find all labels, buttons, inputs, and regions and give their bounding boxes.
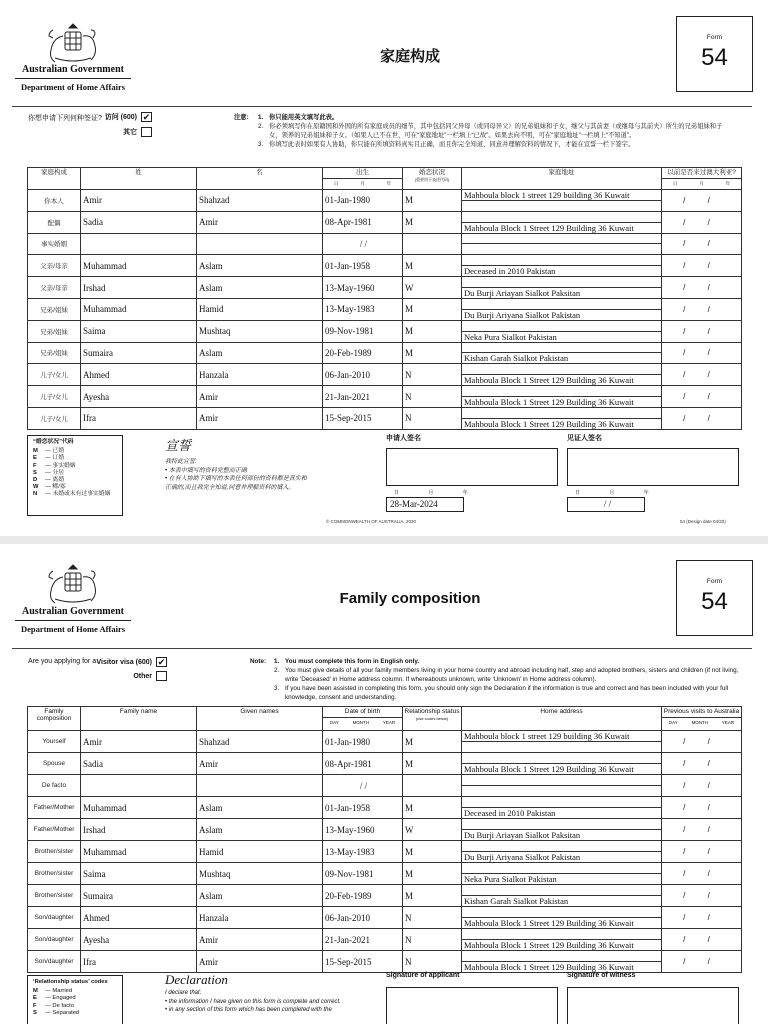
visitor-visa-checkbox[interactable]: ✔ — [142, 112, 151, 123]
address-cell[interactable] — [462, 819, 662, 841]
family-name-cell[interactable]: Ifra — [81, 407, 197, 429]
col-header-relation: Family composition — [28, 707, 81, 731]
visitor-visa-checkbox[interactable]: ✔ — [157, 657, 166, 667]
witness-date-field[interactable]: / / — [567, 497, 645, 512]
status-cell[interactable]: N — [403, 907, 462, 929]
form-number: 54 — [701, 588, 728, 615]
col-header-family-name: Family name — [81, 707, 197, 731]
visitor-visa-option[interactable] — [75, 657, 167, 667]
given-names-cell[interactable] — [197, 775, 323, 797]
address-text: Mahboula block 1 street 129 building 36 Kuwait — [462, 731, 661, 742]
status-code-item: F — 事实婚姻 — [33, 462, 76, 469]
declaration-text: 我特此宣誓: • 本表中填写的资料完整而正确 • 在有人协助下填写的本表任何部份的资料都是真实和 正确的,而且我完全知道,同意并理解资料的填入。 — [165, 459, 307, 491]
status-cell[interactable]: M — [403, 342, 462, 364]
address-cell[interactable] — [462, 277, 662, 299]
previous-visits-cell[interactable]: / / — [662, 885, 742, 907]
design-date-footer: 54 (Design date 04/20) — [680, 519, 726, 524]
previous-visits-cell[interactable]: / / — [662, 775, 742, 797]
dob-cell[interactable]: 01-Jan-1958 — [323, 255, 403, 277]
family-name-cell[interactable]: Muhammad — [81, 298, 197, 320]
applicant-signature-box[interactable] — [386, 987, 558, 1024]
previous-visits-cell[interactable]: / / — [662, 233, 742, 255]
address-text: Mahboula Block 1 Street 129 Building 36 Kuwait — [462, 418, 661, 429]
status-cell[interactable]: M — [403, 255, 462, 277]
form-title: 家庭构成 — [379, 48, 440, 65]
given-names-cell[interactable]: Aslam — [197, 342, 323, 364]
status-code-item: E — Engaged — [33, 995, 76, 1002]
col-header-family-name: 姓 — [81, 168, 197, 190]
status-cell[interactable]: M — [403, 841, 462, 863]
government-branding — [15, 64, 131, 92]
relationship-cell: 父亲/母亲 — [28, 277, 81, 299]
family-name-cell[interactable]: Amir — [81, 731, 197, 753]
given-names-cell[interactable]: Amir — [197, 386, 323, 408]
status-code-item: F — De facto — [33, 1002, 74, 1009]
address-text: Mahboula Block 1 Street 129 Building 36 Kuwait — [462, 961, 661, 972]
given-names-cell[interactable]: Hanzala — [197, 907, 323, 929]
relationship-cell: 兄弟/姐妹 — [28, 342, 81, 364]
table-row — [28, 951, 742, 973]
given-names-cell[interactable]: Shahzad — [197, 190, 323, 212]
previous-visits-cell[interactable]: / / — [662, 211, 742, 233]
address-cell[interactable] — [462, 190, 662, 212]
previous-visits-cell[interactable]: / / — [662, 277, 742, 299]
form-number-box — [676, 560, 753, 636]
dob-cell[interactable]: 13-May-1960 — [323, 277, 403, 299]
applicant-signature-label: Signature of applicant — [386, 972, 460, 979]
government-name: Australian Government — [15, 606, 131, 621]
address-cell[interactable] — [462, 342, 662, 364]
table-row — [28, 775, 742, 797]
given-names-cell[interactable]: Hamid — [197, 841, 323, 863]
address-cell[interactable] — [462, 407, 662, 429]
other-visa-label: 其它 — [123, 129, 137, 136]
address-cell[interactable] — [462, 255, 662, 277]
address-cell[interactable] — [462, 386, 662, 408]
status-cell[interactable]: M — [403, 885, 462, 907]
given-names-cell[interactable]: Shahzad — [197, 731, 323, 753]
note-item: 3. 你填写此表时如果有人协助，你只能在所填资料真实且正确，而且你完全知道、同意并理解资料的情况下，才能在宣誓一栏下签字。 — [258, 141, 635, 148]
col-header-previous-visits: Previous visits to Australia DAY MONTH YEAR — [662, 707, 742, 731]
applicant-signature-label: 申请人签名 — [386, 435, 421, 442]
note-item: 1. 你只能用英文填写此表。 — [258, 114, 339, 121]
status-cell[interactable]: M — [403, 797, 462, 819]
status-cell[interactable]: N — [403, 364, 462, 386]
family-name-cell[interactable]: Saima — [81, 863, 197, 885]
table-row — [28, 731, 742, 753]
address-text: Du Burji Ariayan Sialkot Paksitan — [462, 287, 661, 298]
witness-signature-label: Signature of witness — [567, 972, 636, 979]
notes-section — [250, 657, 742, 702]
form-page-english — [0, 544, 768, 1024]
family-name-cell[interactable]: Sadia — [81, 211, 197, 233]
table-row — [28, 929, 742, 951]
relationship-cell: 你本人 — [28, 190, 81, 212]
given-names-cell[interactable]: Amir — [197, 211, 323, 233]
address-text: Neka Pura Sialkot Pakistan — [462, 331, 661, 342]
family-name-cell[interactable]: Irshad — [81, 819, 197, 841]
previous-visits-cell[interactable]: / / — [662, 407, 742, 429]
given-names-cell[interactable]: Aslam — [197, 797, 323, 819]
given-names-cell[interactable]: Amir — [197, 407, 323, 429]
previous-visits-cell[interactable]: / / — [662, 386, 742, 408]
note-label: Note: — [250, 658, 267, 665]
given-names-cell[interactable]: Mushtaq — [197, 863, 323, 885]
address-text: Kishan Garah Sialkot Pakistan — [462, 352, 661, 363]
relationship-cell: Spouse — [28, 753, 81, 775]
col-header-given-names: Given names — [197, 707, 323, 731]
address-text: Mahboula block 1 street 129 building 36 Kuwait — [462, 190, 661, 201]
dob-cell[interactable]: 15-Sep-2015 — [323, 407, 403, 429]
form-title: Family composition — [339, 590, 481, 607]
previous-visits-cell[interactable]: / / — [662, 298, 742, 320]
visitor-visa-option[interactable] — [92, 112, 152, 122]
status-cell[interactable]: W — [403, 819, 462, 841]
relationship-cell: Son/daughter — [28, 907, 81, 929]
family-name-cell[interactable]: Sumaira — [81, 885, 197, 907]
visa-question: Are you applying for a: — [28, 658, 99, 665]
family-name-cell[interactable]: Amir — [81, 190, 197, 212]
witness-signature-box[interactable] — [567, 987, 739, 1024]
col-header-status: 婚恋状况 (重要用于表述代码) — [403, 168, 462, 190]
relationship-cell: Brother/sister — [28, 841, 81, 863]
table-row — [28, 386, 742, 408]
address-text: Mahboula Block 1 Street 129 Building 36 Kuwait — [462, 222, 661, 233]
status-codes-header: “婚恋状况”代码 — [33, 439, 74, 445]
relationship-cell: 儿子/女儿 — [28, 364, 81, 386]
status-code-item: M — 已婚 — [33, 448, 65, 455]
relationship-cell: 配偶 — [28, 211, 81, 233]
table-row — [28, 797, 742, 819]
status-codes-box — [27, 435, 123, 516]
family-name-cell[interactable]: Ayesha — [81, 386, 197, 408]
col-header-given-names: 名 — [197, 168, 323, 190]
table-row — [28, 211, 742, 233]
form-label: Form — [706, 34, 723, 41]
dob-cell[interactable]: 06-Jan-2010 — [323, 364, 403, 386]
previous-visits-cell[interactable]: / / — [662, 753, 742, 775]
given-names-cell[interactable]: Mushtaq — [197, 320, 323, 342]
form-number: 54 — [701, 44, 728, 71]
status-cell[interactable] — [403, 233, 462, 255]
note-label: 注意: — [234, 114, 249, 121]
family-name-cell[interactable] — [81, 775, 197, 797]
dob-cell[interactable]: 21-Jan-2021 — [323, 386, 403, 408]
family-name-cell[interactable]: Saima — [81, 320, 197, 342]
declaration-text: I declare that: • the information I have given on this form is complete and correct. • in any section of this form which has been completed with the — [165, 990, 341, 1013]
family-table — [27, 706, 742, 973]
relationship-cell: Father/Mother — [28, 797, 81, 819]
coat-of-arms-icon — [41, 22, 105, 66]
dob-cell[interactable]: 01-Jan-1958 — [323, 797, 403, 819]
relationship-cell: 儿子/女儿 — [28, 386, 81, 408]
department-name: Department of Home Affairs — [20, 624, 126, 634]
dob-cell[interactable]: 09-Nov-1981 — [323, 863, 403, 885]
col-header-dob: Date of birth DAY MONTH YEAR — [323, 707, 403, 731]
status-code-item: W — 鳏/寡 — [33, 484, 66, 491]
department-name: Department of Home Affairs — [20, 82, 126, 92]
relationship-cell: 兄弟/姐妹 — [28, 298, 81, 320]
family-name-cell[interactable]: Muhammad — [81, 255, 197, 277]
col-header-previous-visits: 以前是否来过澳大利亚? 日 月 年 — [662, 168, 742, 190]
family-name-cell[interactable]: Ayesha — [81, 929, 197, 951]
previous-visits-cell[interactable]: / / — [662, 342, 742, 364]
other-visa-option[interactable] — [92, 671, 167, 681]
address-cell[interactable] — [462, 951, 662, 973]
address-text: Du Burji Ariyana Sialkot Pakistan — [462, 309, 661, 320]
note-item: 2. You must give details of all your family members living in your home country and abroad including half, step and adopted brothers, sisters and children (if not living, write 'Deceased' in Home address column. If whereabouts unknown, write 'Unknown' in Home address column). — [274, 667, 739, 683]
relationship-cell: Brother/sister — [28, 885, 81, 907]
note-item: 1. You must complete this form in English only. — [274, 658, 420, 665]
given-names-cell[interactable]: Hanzala — [197, 364, 323, 386]
previous-visits-cell[interactable]: / / — [662, 863, 742, 885]
applicant-signature-box[interactable] — [386, 448, 558, 486]
dob-cell[interactable]: / / — [323, 775, 403, 797]
status-cell[interactable]: W — [403, 277, 462, 299]
address-cell[interactable] — [462, 320, 662, 342]
status-cell[interactable]: M — [403, 753, 462, 775]
previous-visits-cell[interactable]: / / — [662, 819, 742, 841]
table-row — [28, 233, 742, 255]
notes-list — [274, 657, 742, 702]
status-code-item: E — 订婚 — [33, 455, 65, 462]
applicant-date-labels: 日 月 年 — [394, 490, 482, 496]
status-cell[interactable] — [403, 775, 462, 797]
col-header-relation: 家庭构成 — [28, 168, 81, 190]
col-header-address: Home address — [462, 707, 662, 731]
form-label: Form — [706, 578, 723, 585]
address-text: Kishan Garah Sialkot Pakistan — [462, 895, 661, 906]
address-cell[interactable] — [462, 731, 662, 753]
relationship-cell: Son/daughter — [28, 929, 81, 951]
address-text: Deceased in 2010 Pakistan — [462, 807, 661, 818]
dob-cell[interactable]: 09-Nov-1981 — [323, 320, 403, 342]
previous-visits-cell[interactable]: / / — [662, 841, 742, 863]
status-cell[interactable]: M — [403, 190, 462, 212]
relationship-cell: Son/daughter — [28, 951, 81, 973]
address-cell[interactable] — [462, 775, 662, 797]
previous-visits-cell[interactable]: / / — [662, 255, 742, 277]
given-names-cell[interactable]: Amir — [197, 753, 323, 775]
address-text: Du Burji Ariyana Sialkot Pakistan — [462, 851, 661, 862]
dob-cell[interactable]: / / — [323, 233, 403, 255]
previous-visits-cell[interactable]: / / — [662, 364, 742, 386]
col-header-status: Relationship status (use codes below) — [403, 707, 462, 731]
other-visa-option[interactable] — [92, 127, 152, 137]
copyright-footer: © COMMONWEALTH OF AUSTRALIA, 2020 — [326, 519, 416, 524]
address-cell[interactable] — [462, 364, 662, 386]
note-item: 3. If you have been assisted in completing this form, you should only sign the Declaration if the information is true and correct and has been included with your full knowledge, consent and understanding. — [274, 685, 729, 701]
government-branding — [15, 606, 131, 634]
other-visa-checkbox[interactable] — [141, 127, 152, 137]
address-text: Deceased in 2010 Pakistan — [462, 265, 661, 276]
given-names-cell[interactable]: Aslam — [197, 885, 323, 907]
address-cell[interactable] — [462, 907, 662, 929]
relationship-cell: De facto — [28, 775, 81, 797]
visitor-visa-label: Visitor visa (600) — [96, 658, 152, 666]
visa-question: 你想申请下列何种签证? — [28, 115, 102, 122]
form-number-box — [676, 16, 753, 92]
dob-cell[interactable]: 08-Apr-1981 — [323, 753, 403, 775]
government-name: Australian Government — [15, 64, 131, 79]
relationship-cell: 父亲/母亲 — [28, 255, 81, 277]
declaration-heading: Declaration — [165, 972, 228, 987]
dob-cell[interactable]: 20-Feb-1989 — [323, 342, 403, 364]
family-name-cell[interactable]: Ahmed — [81, 907, 197, 929]
status-codes-box — [27, 975, 123, 1024]
table-row — [28, 364, 742, 386]
address-cell[interactable] — [462, 929, 662, 951]
given-names-cell[interactable]: Aslam — [197, 277, 323, 299]
previous-visits-cell[interactable]: / / — [662, 951, 742, 973]
other-visa-checkbox[interactable] — [156, 671, 167, 681]
status-cell[interactable]: M — [403, 211, 462, 233]
status-code-item: S — Separated — [33, 1009, 80, 1016]
dob-cell[interactable]: 06-Jan-2010 — [323, 907, 403, 929]
family-name-cell[interactable]: Sumaira — [81, 342, 197, 364]
family-name-cell[interactable]: Ahmed — [81, 364, 197, 386]
col-header-address: 家庭地址 — [462, 168, 662, 190]
previous-visits-cell[interactable]: / / — [662, 907, 742, 929]
address-cell[interactable] — [462, 841, 662, 863]
status-cell[interactable]: M — [403, 298, 462, 320]
family-table — [27, 167, 742, 430]
table-row — [28, 320, 742, 342]
address-text: Mahboula Block 1 Street 129 Building 36 Kuwait — [462, 374, 661, 385]
relationship-cell: 事实婚姻 — [28, 233, 81, 255]
address-cell[interactable] — [462, 885, 662, 907]
given-names-cell[interactable]: Aslam — [197, 819, 323, 841]
family-name-cell[interactable]: Muhammad — [81, 841, 197, 863]
status-code-item: N — 未婚或未有过事实婚姻 — [33, 491, 111, 498]
table-row — [28, 298, 742, 320]
previous-visits-cell[interactable]: / / — [662, 320, 742, 342]
address-text: Mahboula Block 1 Street 129 Building 36 Kuwait — [462, 763, 661, 774]
dob-cell[interactable]: 08-Apr-1981 — [323, 211, 403, 233]
family-name-cell[interactable]: Ifra — [81, 951, 197, 973]
address-cell[interactable] — [462, 298, 662, 320]
status-cell[interactable]: N — [403, 929, 462, 951]
dob-cell[interactable]: 13-May-1960 — [323, 819, 403, 841]
witness-signature-box[interactable] — [567, 448, 739, 486]
address-cell[interactable] — [462, 863, 662, 885]
address-cell[interactable] — [462, 753, 662, 775]
previous-visits-cell[interactable]: / / — [662, 797, 742, 819]
previous-visits-cell[interactable]: / / — [662, 731, 742, 753]
relationship-cell: 儿子/女儿 — [28, 407, 81, 429]
address-text — [462, 785, 661, 796]
given-names-cell[interactable]: Amir — [197, 951, 323, 973]
dob-cell[interactable]: 21-Jan-2021 — [323, 929, 403, 951]
status-codes-header: ‘Relationship status’ codes — [33, 979, 108, 985]
previous-visits-cell[interactable]: / / — [662, 929, 742, 951]
col-header-dob: 出生 日 月 年 — [323, 168, 403, 190]
table-row — [28, 863, 742, 885]
dob-cell[interactable]: 13-May-1983 — [323, 298, 403, 320]
coat-of-arms-icon — [41, 563, 105, 607]
status-cell[interactable]: N — [403, 386, 462, 408]
address-text: Mahboula Block 1 Street 129 Building 36 Kuwait — [462, 917, 661, 928]
previous-visits-cell[interactable]: / / — [662, 190, 742, 212]
table-row — [28, 407, 742, 429]
address-text — [462, 243, 661, 254]
status-code-item: D — 离婚 — [33, 477, 65, 484]
given-names-cell[interactable] — [197, 233, 323, 255]
visitor-visa-label: 访问 (600) — [104, 114, 137, 121]
address-text: Neka Pura Sialkot Pakistan — [462, 873, 661, 884]
dob-cell[interactable]: 01-Jan-1980 — [323, 190, 403, 212]
status-code-item: S — 分居 — [33, 469, 65, 476]
given-names-cell[interactable]: Hamid — [197, 298, 323, 320]
dob-cell[interactable]: 20-Feb-1989 — [323, 885, 403, 907]
status-cell[interactable]: N — [403, 407, 462, 429]
notes-list — [258, 113, 734, 149]
given-names-cell[interactable]: Amir — [197, 929, 323, 951]
status-cell[interactable]: M — [403, 863, 462, 885]
other-visa-label: Other — [133, 672, 152, 680]
family-name-cell[interactable]: Muhammad — [81, 797, 197, 819]
dob-cell[interactable]: 15-Sep-2015 — [323, 951, 403, 973]
table-row — [28, 190, 742, 212]
address-text: Mahboula Block 1 Street 129 Building 36 Kuwait — [462, 939, 661, 950]
dob-cell[interactable]: 01-Jan-1980 — [323, 731, 403, 753]
family-name-cell[interactable] — [81, 233, 197, 255]
relationship-cell: Yourself — [28, 731, 81, 753]
applicant-date-field[interactable]: 28-Mar-2024 — [386, 497, 464, 512]
relationship-cell: Father/Mother — [28, 819, 81, 841]
family-name-cell[interactable]: Irshad — [81, 277, 197, 299]
relationship-cell: Brother/sister — [28, 863, 81, 885]
address-cell[interactable] — [462, 797, 662, 819]
address-cell[interactable] — [462, 233, 662, 255]
address-text: Mahboula Block 1 Street 129 Building 36 Kuwait — [462, 396, 661, 407]
address-cell[interactable] — [462, 211, 662, 233]
table-row — [28, 819, 742, 841]
status-cell[interactable]: M — [403, 731, 462, 753]
relationship-cell: 兄弟/姐妹 — [28, 320, 81, 342]
divider — [12, 648, 752, 649]
witness-date-labels: 日 月 年 — [575, 490, 663, 496]
table-row — [28, 255, 742, 277]
table-row — [28, 907, 742, 929]
table-row — [28, 885, 742, 907]
address-text: Du Burji Ariayan Sialkot Paksitan — [462, 829, 661, 840]
notes-section — [234, 113, 734, 149]
table-row — [28, 753, 742, 775]
divider — [12, 106, 752, 107]
witness-signature-label: 见证人签名 — [567, 435, 602, 442]
status-code-item: M — Married — [33, 988, 73, 995]
status-cell[interactable]: N — [403, 951, 462, 973]
status-cell[interactable]: M — [403, 320, 462, 342]
table-row — [28, 342, 742, 364]
given-names-cell[interactable]: Aslam — [197, 255, 323, 277]
note-item: 2. 你必须填写你在原籍国和外国的所有家庭成员的细节，其中包括同父异母（或同母异父）的兄弟姐妹和子女，继父与其前妻（或继母与其前夫）所生的兄弟姐妹和子女，领养的兄弟姐妹和子女。（如果人已不在世，可在“家庭地址”一栏填上“已故”。如果去向不明，可在“家庭地址”一栏填上“不知道”。 — [258, 123, 723, 139]
dob-cell[interactable]: 13-May-1983 — [323, 841, 403, 863]
family-name-cell[interactable]: Sadia — [81, 753, 197, 775]
table-row — [28, 841, 742, 863]
declaration-heading: 宣誓 — [165, 438, 192, 453]
table-row — [28, 277, 742, 299]
